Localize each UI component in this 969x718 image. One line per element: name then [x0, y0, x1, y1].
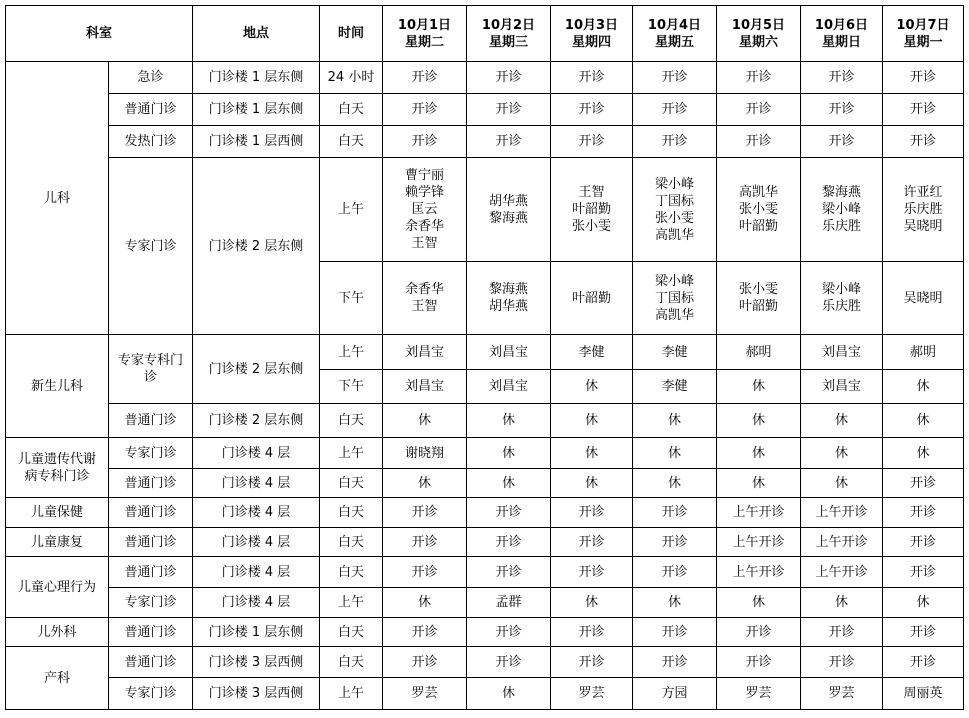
table-row: [6, 158, 964, 262]
schedule-cell: 开诊: [801, 126, 883, 158]
schedule-cell: 刘昌宝: [383, 335, 467, 370]
header-day: 10月3日 星期四: [551, 6, 633, 62]
clinic-type-cell: 专家门诊: [109, 438, 193, 469]
schedule-cell: 郝明: [717, 335, 801, 370]
table-row: [6, 647, 964, 678]
schedule-cell: 开诊: [551, 94, 633, 126]
schedule-cell: 开诊: [551, 618, 633, 647]
schedule-cell: 休: [801, 469, 883, 498]
schedule-cell: 开诊: [383, 557, 467, 588]
schedule-cell: 休: [883, 588, 964, 618]
schedule-cell: 开诊: [633, 498, 717, 528]
schedule-cell: 开诊: [633, 94, 717, 126]
schedule-cell: 开诊: [551, 126, 633, 158]
schedule-cell: 开诊: [467, 557, 551, 588]
schedule-cell: 开诊: [633, 62, 717, 94]
header-day: 10月2日 星期三: [467, 6, 551, 62]
schedule-cell: 开诊: [383, 647, 467, 678]
schedule-cell: 休: [383, 404, 467, 438]
location-cell: 门诊楼 4 层: [193, 557, 320, 588]
session-time-cell: 白天: [320, 94, 383, 126]
schedule-cell: 休: [467, 469, 551, 498]
table-row: [6, 469, 964, 498]
schedule-cell: 休: [883, 370, 964, 404]
schedule-cell: 休: [801, 438, 883, 469]
table-row: [6, 335, 964, 370]
location-cell: 门诊楼 4 层: [193, 528, 320, 557]
schedule-cell: 李健: [633, 335, 717, 370]
schedule-cell: 开诊: [801, 94, 883, 126]
department-cell: 儿童保健: [6, 498, 109, 528]
table-row: [6, 62, 964, 94]
schedule-cell: 休: [717, 438, 801, 469]
schedule-cell: 开诊: [467, 528, 551, 557]
schedule-cell: 上午开诊: [801, 498, 883, 528]
department-cell: 儿科: [6, 62, 109, 335]
location-cell: 门诊楼 4 层: [193, 588, 320, 618]
schedule-cell: 吴晓明: [883, 262, 964, 335]
schedule-cell: 休: [467, 404, 551, 438]
schedule-cell: 开诊: [883, 618, 964, 647]
schedule-cell: 开诊: [801, 618, 883, 647]
schedule-cell: 罗芸: [551, 678, 633, 710]
clinic-type-cell: 专家专科门 诊: [109, 335, 193, 404]
department-cell: 儿外科: [6, 618, 109, 647]
schedule-cell: 休: [551, 588, 633, 618]
location-cell: 门诊楼 2 层东侧: [193, 335, 320, 404]
header-location: 地点: [193, 6, 320, 62]
table-row: [6, 438, 964, 469]
session-time-cell: 下午: [320, 262, 383, 335]
session-time-cell: 上午: [320, 588, 383, 618]
schedule-cell: 许亚红 乐庆胜 吴晓明: [883, 158, 964, 262]
schedule-cell: 刘昌宝: [801, 370, 883, 404]
session-time-cell: 下午: [320, 370, 383, 404]
location-cell: 门诊楼 3 层西侧: [193, 678, 320, 710]
schedule-cell: 上午开诊: [717, 557, 801, 588]
schedule-cell: 上午开诊: [717, 528, 801, 557]
schedule-cell: 刘昌宝: [467, 370, 551, 404]
schedule-cell: 梁小峰 乐庆胜: [801, 262, 883, 335]
schedule-cell: 休: [717, 404, 801, 438]
schedule-cell: 周丽英: [883, 678, 964, 710]
schedule-cell: 开诊: [467, 498, 551, 528]
schedule-cell: 开诊: [383, 528, 467, 557]
schedule-cell: 休: [383, 588, 467, 618]
session-time-cell: 白天: [320, 618, 383, 647]
header-day: 10月5日 星期六: [717, 6, 801, 62]
schedule-cell: 开诊: [717, 647, 801, 678]
schedule-cell: 开诊: [883, 498, 964, 528]
schedule-cell: 开诊: [883, 126, 964, 158]
schedule-cell: 开诊: [467, 126, 551, 158]
schedule-cell: 休: [717, 588, 801, 618]
schedule-cell: 上午开诊: [717, 498, 801, 528]
department-cell: 新生儿科: [6, 335, 109, 438]
schedule-cell: 开诊: [383, 618, 467, 647]
clinic-type-cell: 专家门诊: [109, 158, 193, 335]
location-cell: 门诊楼 2 层东侧: [193, 404, 320, 438]
department-cell: 儿童遗传代谢 病专科门诊: [6, 438, 109, 498]
schedule-cell: 休: [467, 438, 551, 469]
schedule-cell: 梁小峰 丁国标 张小雯 高凯华: [633, 158, 717, 262]
schedule-cell: 开诊: [633, 647, 717, 678]
schedule-cell: 上午开诊: [801, 557, 883, 588]
schedule-cell: 郝明: [883, 335, 964, 370]
schedule-cell: 刘昌宝: [467, 335, 551, 370]
session-time-cell: 白天: [320, 528, 383, 557]
schedule-cell: 休: [633, 404, 717, 438]
schedule-cell: 方园: [633, 678, 717, 710]
schedule-cell: 开诊: [551, 498, 633, 528]
table-row: [6, 498, 964, 528]
schedule-cell: 叶韶勤: [551, 262, 633, 335]
session-time-cell: 24 小时: [320, 62, 383, 94]
department-cell: 儿童康复: [6, 528, 109, 557]
session-time-cell: 白天: [320, 404, 383, 438]
schedule-cell: 开诊: [551, 62, 633, 94]
table-row: [6, 126, 964, 158]
schedule-cell: 曹宁丽 赖学锋 匡云 余香华 王智: [383, 158, 467, 262]
schedule-cell: 休: [633, 438, 717, 469]
clinic-type-cell: 普通门诊: [109, 528, 193, 557]
schedule-cell: 开诊: [467, 62, 551, 94]
clinic-type-cell: 急诊: [109, 62, 193, 94]
clinic-type-cell: 专家门诊: [109, 678, 193, 710]
schedule-cell: 开诊: [467, 647, 551, 678]
schedule-cell: 开诊: [883, 62, 964, 94]
header-day: 10月7日 星期一: [883, 6, 964, 62]
clinic-type-cell: 普通门诊: [109, 94, 193, 126]
schedule-cell: 开诊: [551, 557, 633, 588]
schedule-cell: 休: [801, 404, 883, 438]
schedule-cell: 开诊: [383, 498, 467, 528]
schedule-cell: 休: [551, 469, 633, 498]
session-time-cell: 白天: [320, 498, 383, 528]
schedule-cell: 休: [883, 404, 964, 438]
schedule-cell: 胡华燕 黎海燕: [467, 158, 551, 262]
location-cell: 门诊楼 1 层西侧: [193, 126, 320, 158]
clinic-type-cell: 普通门诊: [109, 404, 193, 438]
clinic-type-cell: 普通门诊: [109, 618, 193, 647]
location-cell: 门诊楼 2 层东侧: [193, 158, 320, 335]
header-time: 时间: [320, 6, 383, 62]
schedule-cell: 开诊: [551, 528, 633, 557]
schedule-cell: 开诊: [801, 647, 883, 678]
schedule-cell: 开诊: [883, 469, 964, 498]
schedule-cell: 罗芸: [383, 678, 467, 710]
schedule-cell: 梁小峰 丁国标 高凯华: [633, 262, 717, 335]
location-cell: 门诊楼 4 层: [193, 469, 320, 498]
session-time-cell: 上午: [320, 158, 383, 262]
location-cell: 门诊楼 3 层西侧: [193, 647, 320, 678]
schedule-cell: 黎海燕 梁小峰 乐庆胜: [801, 158, 883, 262]
session-time-cell: 白天: [320, 647, 383, 678]
location-cell: 门诊楼 1 层东侧: [193, 62, 320, 94]
schedule-cell: 王智 叶韶勤 张小雯: [551, 158, 633, 262]
schedule-cell: 开诊: [383, 94, 467, 126]
schedule-cell: 开诊: [717, 62, 801, 94]
schedule-cell: 开诊: [633, 618, 717, 647]
outpatient-schedule-table: [5, 5, 964, 710]
session-time-cell: 白天: [320, 557, 383, 588]
table-row: [6, 528, 964, 557]
session-time-cell: 白天: [320, 126, 383, 158]
schedule-cell: 开诊: [717, 94, 801, 126]
table-row: [6, 618, 964, 647]
schedule-cell: 开诊: [801, 62, 883, 94]
schedule-cell: 上午开诊: [801, 528, 883, 557]
schedule-cell: 休: [717, 370, 801, 404]
table-row: [6, 94, 964, 126]
schedule-cell: 开诊: [383, 126, 467, 158]
schedule-cell: 开诊: [467, 618, 551, 647]
schedule-cell: 开诊: [717, 126, 801, 158]
clinic-type-cell: 普通门诊: [109, 469, 193, 498]
schedule-cell: 刘昌宝: [383, 370, 467, 404]
schedule-cell: 休: [551, 370, 633, 404]
location-cell: 门诊楼 4 层: [193, 438, 320, 469]
schedule-cell: 高凯华 张小雯 叶韶勤: [717, 158, 801, 262]
schedule-cell: 李健: [633, 370, 717, 404]
schedule-cell: 休: [883, 438, 964, 469]
table-row: [6, 557, 964, 588]
department-cell: 儿童心理行为: [6, 557, 109, 618]
schedule-cell: 休: [467, 678, 551, 710]
schedule-cell: 休: [551, 404, 633, 438]
location-cell: 门诊楼 1 层东侧: [193, 618, 320, 647]
schedule-cell: 休: [801, 588, 883, 618]
schedule-cell: 罗芸: [801, 678, 883, 710]
schedule-cell: 开诊: [883, 528, 964, 557]
schedule-cell: 开诊: [633, 126, 717, 158]
header-day: 10月4日 星期五: [633, 6, 717, 62]
location-cell: 门诊楼 4 层: [193, 498, 320, 528]
schedule-cell: 张小雯 叶韶勤: [717, 262, 801, 335]
table-row: [6, 404, 964, 438]
schedule-cell: 开诊: [633, 528, 717, 557]
header-row: [6, 6, 964, 62]
schedule-cell: 余香华 王智: [383, 262, 467, 335]
department-cell: 产科: [6, 647, 109, 710]
schedule-cell: 开诊: [383, 62, 467, 94]
schedule-cell: 开诊: [883, 647, 964, 678]
clinic-type-cell: 普通门诊: [109, 557, 193, 588]
schedule-cell: 休: [633, 469, 717, 498]
schedule-cell: 开诊: [633, 557, 717, 588]
table-row: [6, 588, 964, 618]
location-cell: 门诊楼 1 层东侧: [193, 94, 320, 126]
schedule-cell: 开诊: [717, 618, 801, 647]
session-time-cell: 上午: [320, 438, 383, 469]
schedule-cell: 休: [633, 588, 717, 618]
table-row: [6, 678, 964, 710]
session-time-cell: 白天: [320, 469, 383, 498]
clinic-type-cell: 普通门诊: [109, 647, 193, 678]
schedule-body: [6, 62, 964, 710]
schedule-cell: 开诊: [883, 94, 964, 126]
schedule-cell: 孟群: [467, 588, 551, 618]
clinic-type-cell: 普通门诊: [109, 498, 193, 528]
schedule-cell: 刘昌宝: [801, 335, 883, 370]
schedule-cell: 开诊: [467, 94, 551, 126]
schedule-cell: 休: [551, 438, 633, 469]
schedule-cell: 谢晓翔: [383, 438, 467, 469]
session-time-cell: 上午: [320, 678, 383, 710]
header-dept: 科室: [6, 6, 193, 62]
session-time-cell: 上午: [320, 335, 383, 370]
schedule-cell: 开诊: [551, 647, 633, 678]
clinic-type-cell: 专家门诊: [109, 588, 193, 618]
schedule-cell: 黎海燕 胡华燕: [467, 262, 551, 335]
schedule-cell: 开诊: [883, 557, 964, 588]
schedule-cell: 李健: [551, 335, 633, 370]
header-day: 10月1日 星期二: [383, 6, 467, 62]
header-day: 10月6日 星期日: [801, 6, 883, 62]
schedule-cell: 休: [717, 469, 801, 498]
schedule-cell: 休: [383, 469, 467, 498]
clinic-type-cell: 发热门诊: [109, 126, 193, 158]
schedule-cell: 罗芸: [717, 678, 801, 710]
